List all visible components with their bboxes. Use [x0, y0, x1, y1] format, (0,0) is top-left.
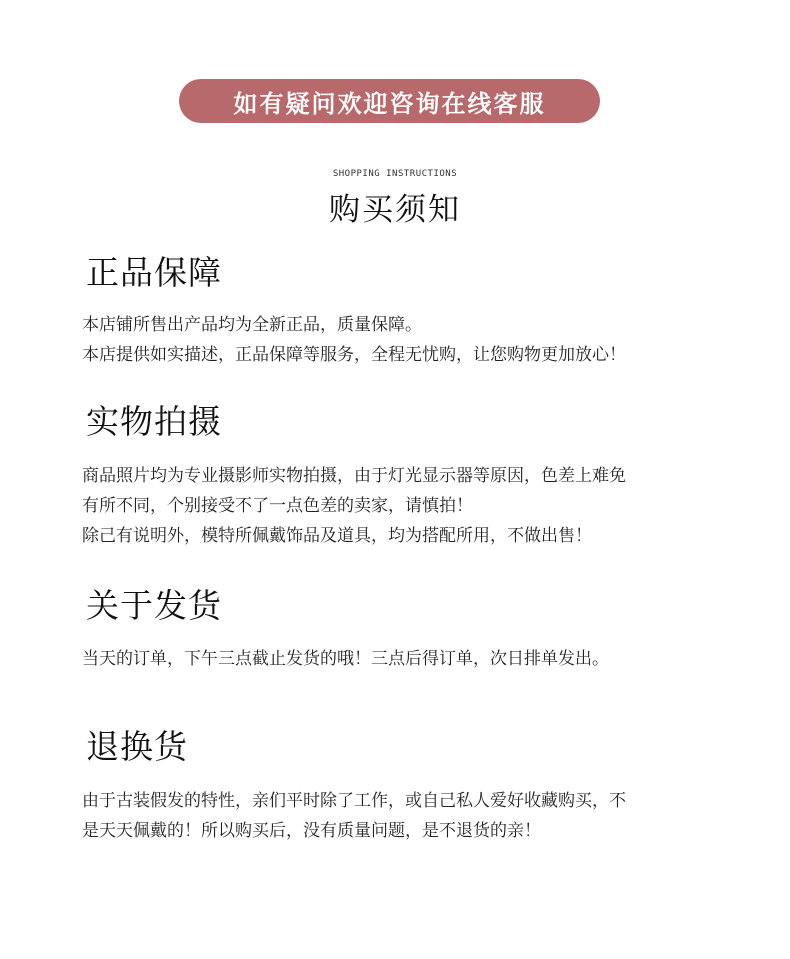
contact-customer-service-banner: 如有疑问欢迎咨询在线客服 [179, 79, 600, 123]
section-body-real-photos [82, 461, 742, 551]
section-line: 是天天佩戴的！所以购买后，没有质量问题，是不退货的亲！ [82, 821, 541, 841]
section-title-authentic-guarantee: 正品保障 [86, 253, 222, 292]
section-body-shipping [82, 644, 742, 674]
section-body-authentic-guarantee [82, 310, 742, 370]
page-title: 购买须知 [329, 192, 461, 228]
section-title-real-photos: 实物拍摄 [86, 402, 222, 441]
section-body-returns [82, 786, 742, 846]
section-line: 本店提供如实描述，正品保障等服务，全程无忧购，让您购物更加放心！ [82, 345, 626, 365]
section-line: 本店铺所售出产品均为全新正品，质量保障。 [82, 315, 422, 335]
section-line: 当天的订单，下午三点截止发货的哦！三点后得订单，次日排单发出。 [82, 649, 609, 669]
shopping-instructions-subtitle: SHOPPING INSTRUCTIONS [332, 169, 458, 179]
section-title-returns: 退换货 [86, 727, 188, 766]
section-line: 有所不同，个别接受不了一点色差的卖家，请慎拍！ [82, 496, 473, 516]
section-title-shipping: 关于发货 [86, 586, 222, 625]
section-line: 除己有说明外，模特所佩戴饰品及道具，均为搭配所用，不做出售！ [82, 526, 592, 546]
section-line: 由于古装假发的特性，亲们平时除了工作，或自己私人爱好收藏购买，不 [82, 791, 626, 811]
section-line: 商品照片均为专业摄影师实物拍摄，由于灯光显示器等原因，色差上难免 [82, 466, 626, 486]
